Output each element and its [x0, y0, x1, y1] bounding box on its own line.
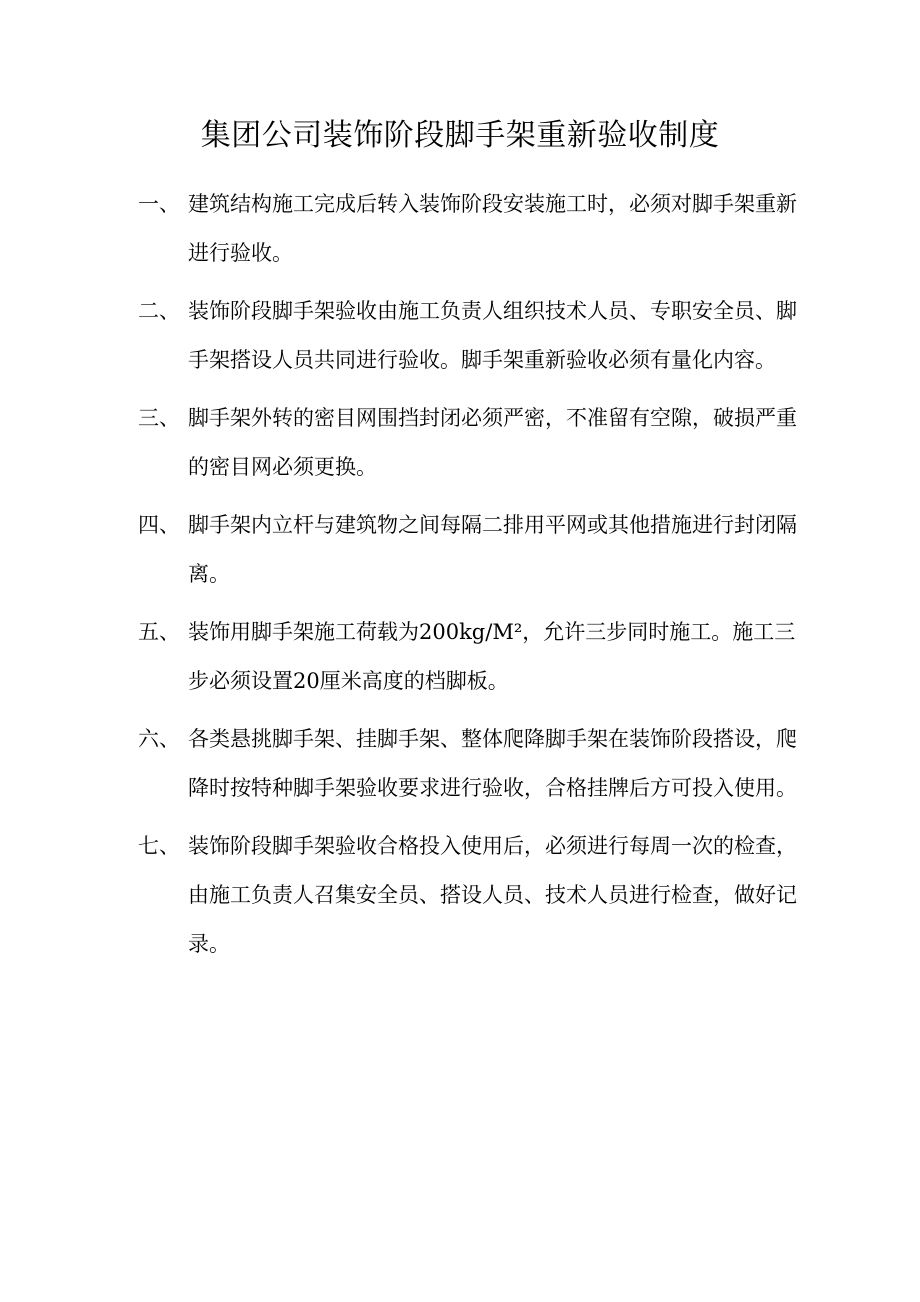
clause-item [138, 180, 798, 278]
clause-text: 建筑结构施工完成后转入装饰阶段安装施工时，必须对脚手架重新进行验收。 [188, 192, 797, 265]
clause-number: 五、 [138, 620, 180, 644]
clause-text: 装饰阶段脚手架验收由施工负责人组织技术人员、专职安全员、脚手架搭设人员共同进行验收。脚手架重新验收必须有量化内容。 [188, 299, 797, 372]
clause-number: 二、 [138, 299, 180, 323]
clause-text: 装饰用脚手架施工荷载为200kg/M²，允许三步同时施工。施工三步必须设置20厘米高度的档脚板。 [188, 620, 796, 693]
clause-item [138, 715, 798, 813]
clause-number: 六、 [138, 727, 180, 751]
clause-list [138, 180, 798, 978]
clause-text: 脚手架外转的密目网围挡封闭必须严密，不准留有空隙，破损严重的密目网必须更换。 [188, 406, 797, 479]
clause-text: 各类悬挑脚手架、挂脚手架、整体爬降脚手架在装饰阶段搭设，爬降时按特种脚手架验收要求进行验收，合格挂牌后方可投入使用。 [188, 727, 797, 800]
clause-number: 七、 [138, 834, 180, 858]
clause-item [138, 608, 798, 706]
clause-item [138, 394, 798, 492]
clause-text: 脚手架内立杆与建筑物之间每隔二排用平网或其他措施进行封闭隔离。 [188, 513, 797, 586]
clause-item [138, 822, 798, 969]
clause-item [138, 501, 798, 599]
clause-number: 一、 [138, 192, 180, 216]
document-title: 集团公司装饰阶段脚手架重新验收制度 [200, 118, 720, 153]
clause-text: 装饰阶段脚手架验收合格投入使用后，必须进行每周一次的检查，由施工负责人召集安全员、搭设人员、技术人员进行检查，做好记录。 [188, 834, 797, 956]
clause-number: 三、 [138, 406, 180, 430]
clause-number: 四、 [138, 513, 180, 537]
clause-item [138, 287, 798, 385]
